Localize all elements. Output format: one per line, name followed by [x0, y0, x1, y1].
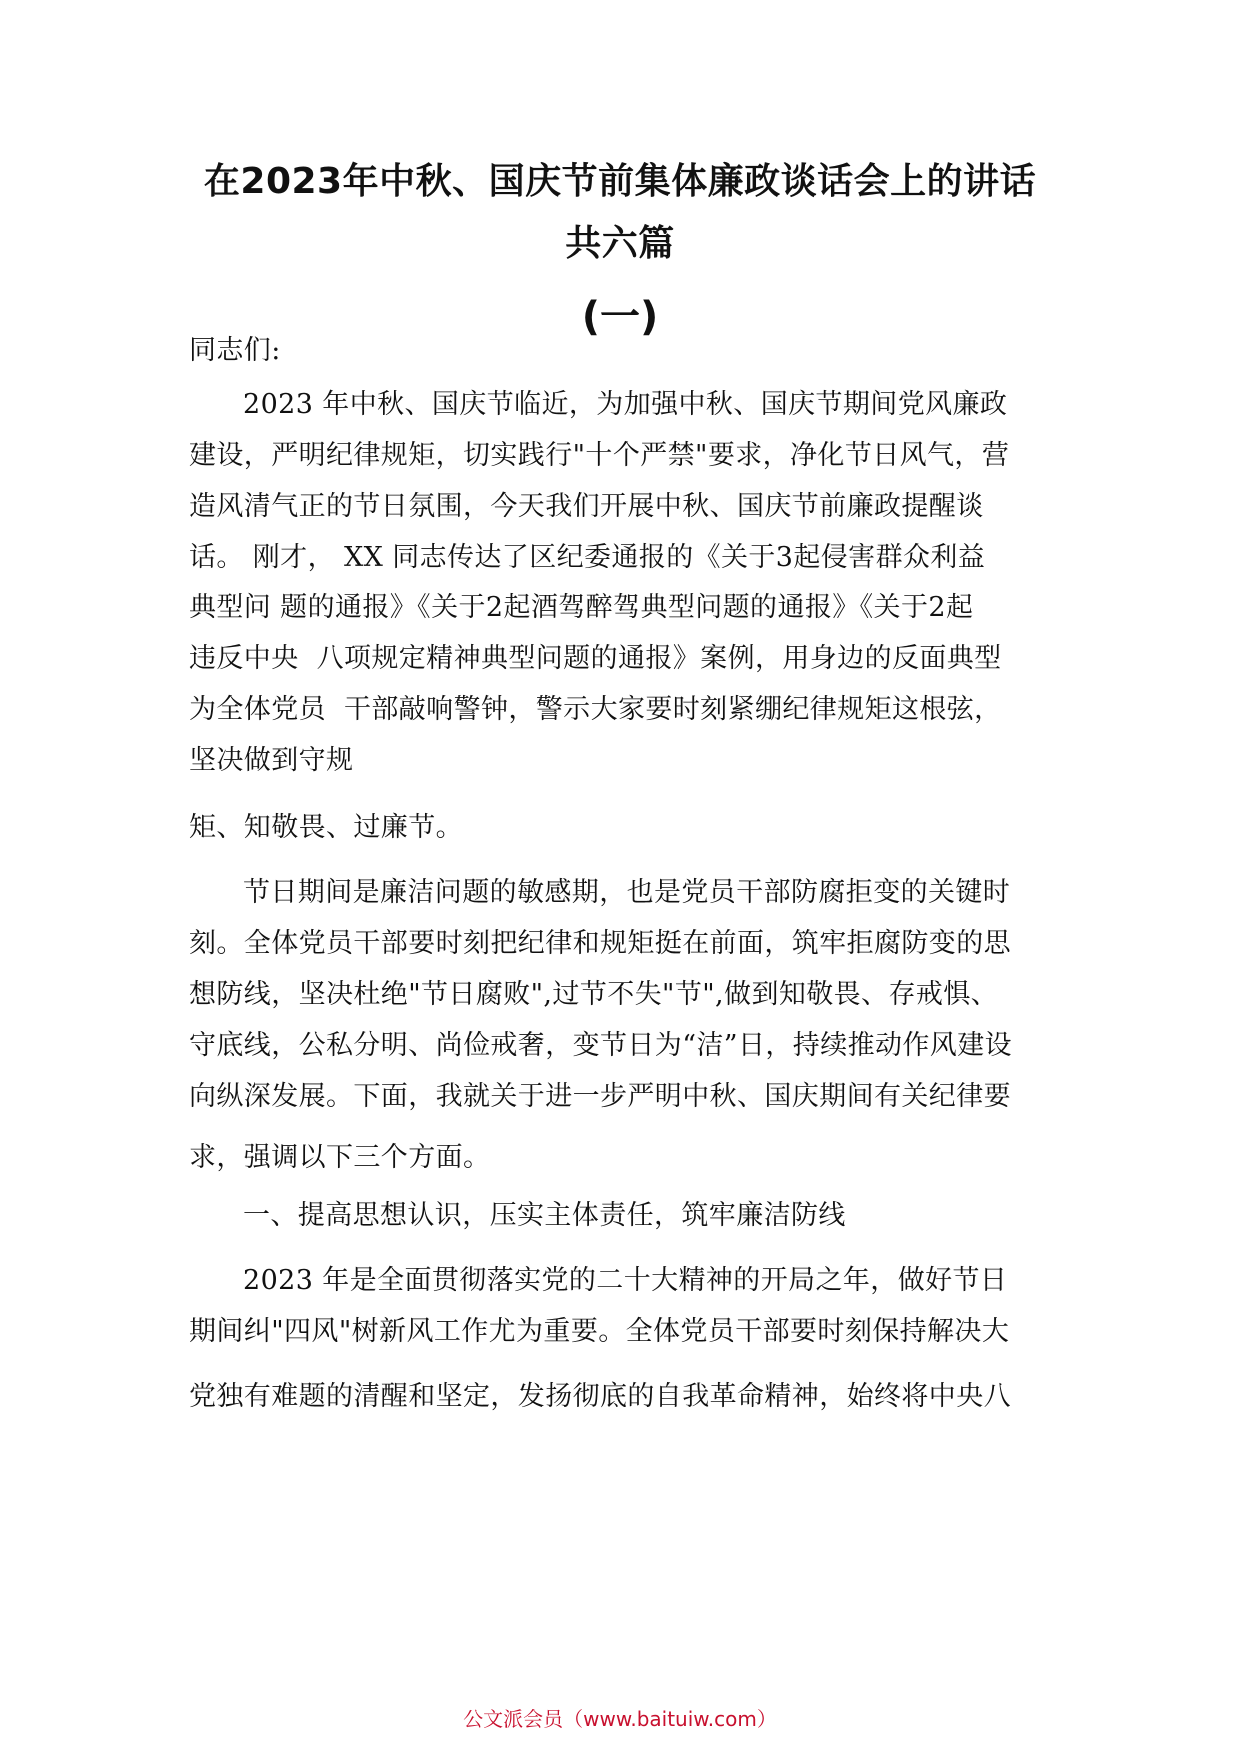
body-line: 刻。全体党员干部要时刻把纪律和规矩挺在前面，筑牢拒腐防变的思: [189, 928, 1011, 959]
body-line: 坚决做到守规: [189, 745, 354, 776]
body-line: 守底线，公私分明、尚俭戒奢，变节日为“洁”日，持续推动作风建设: [189, 1030, 1013, 1061]
body-line: 矩、知敬畏、过廉节。: [189, 812, 463, 843]
body-line: 期间纠"四风"树新风工作尤为重要。全体党员干部要时刻保持解决大: [189, 1316, 1010, 1347]
section-heading: 一、提高思想认识，压实主体责任，筑牢廉洁防线: [243, 1200, 846, 1231]
body-line: 造风清气正的节日氛围，今天我们开展中秋、国庆节前廉政提醒谈: [189, 491, 984, 522]
body-line: 节日期间是廉洁问题的敏感期，也是党员干部防腐拒变的关键时: [243, 877, 1011, 908]
body-line: 话。 刚才， XX 同志传达了区纪委通报的《关于3起侵害群众利益: [189, 542, 986, 573]
body-line: 想防线，坚决杜绝"节日腐败",过节不失"节",做到知敬畏、存戒惧、: [189, 979, 999, 1010]
body-line: 为全体党员 干部敲响警钟，警示大家要时刻紧绷纪律规矩这根弦，: [189, 694, 1002, 725]
body-line: 2023 年是全面贯彻落实党的二十大精神的开局之年，做好节日: [243, 1265, 1008, 1296]
footer-watermark: 公文派会员（www.baituiw.com）: [463, 1707, 777, 1731]
body-line: 典型问 题的通报》《关于2起酒驾醉驾典型问题的通报》《关于2起: [189, 592, 974, 623]
body-line: 党独有难题的清醒和坚定，发扬彻底的自我革命精神，始终将中央八: [189, 1381, 1011, 1412]
document-title-line-2: 共六篇: [565, 223, 675, 264]
salutation: 同志们:: [189, 335, 281, 366]
body-line: 建设，严明纪律规矩，切实践行"十个严禁"要求，净化节日风气，营: [189, 440, 1010, 471]
body-line: 2023 年中秋、国庆节临近，为加强中秋、国庆节期间党风廉政: [243, 389, 1008, 420]
document-title-line-1: 在2023年中秋、国庆节前集体廉政谈话会上的讲话: [203, 161, 1037, 202]
section-number: (一): [581, 294, 659, 340]
body-line: 向纵深发展。下面，我就关于进一步严明中秋、国庆期间有关纪律要: [189, 1081, 1011, 1112]
body-line: 违反中央 八项规定精神典型问题的通报》案例，用身边的反面典型: [189, 643, 1002, 674]
body-line: 求，强调以下三个方面。: [189, 1142, 491, 1173]
